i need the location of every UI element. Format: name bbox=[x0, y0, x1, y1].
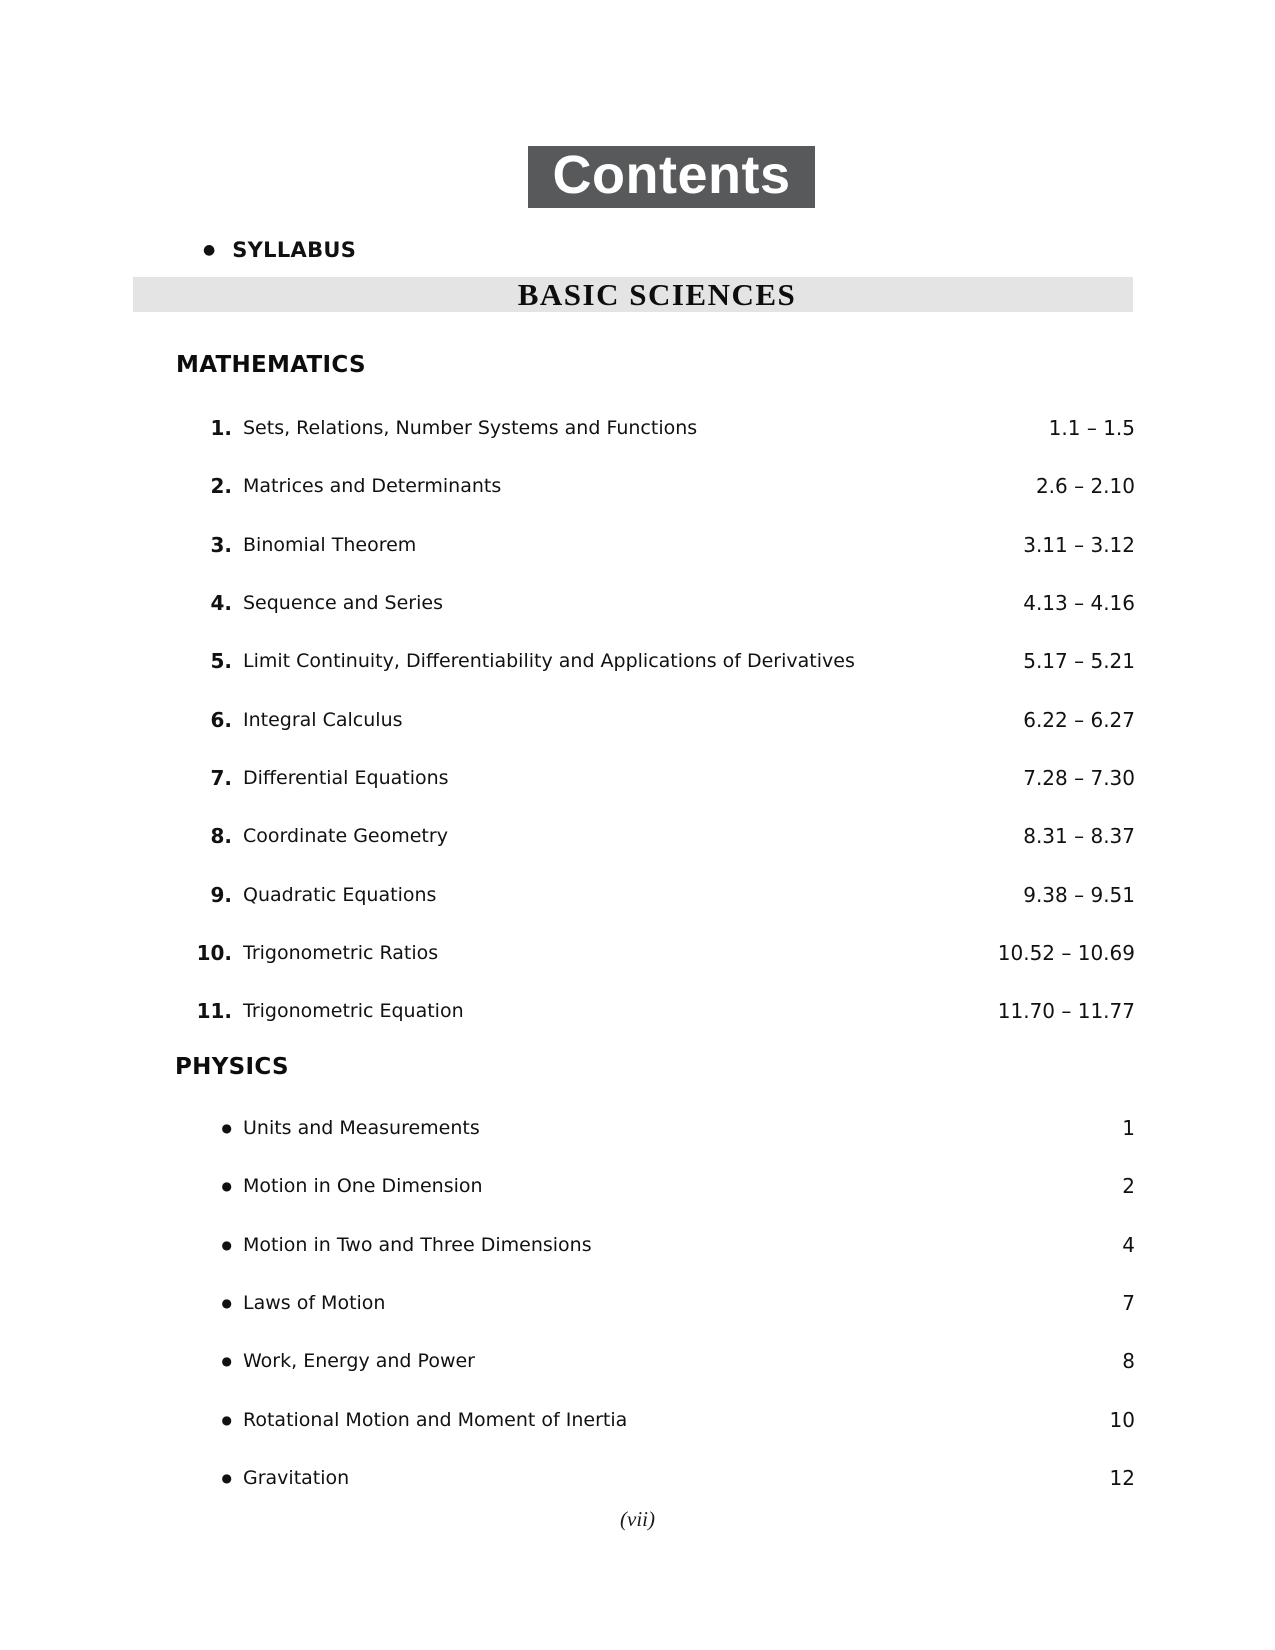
toc-entry-pages: 7.28 – 7.30 bbox=[1023, 765, 1135, 790]
toc-row bbox=[170, 1157, 1135, 1215]
bullet-icon: ● bbox=[221, 1412, 232, 1427]
toc-row bbox=[170, 1274, 1135, 1332]
toc-entry-number: 1. bbox=[210, 416, 232, 441]
toc-entry-pages: 2 bbox=[1122, 1174, 1135, 1199]
toc-entry-pages: 10.52 – 10.69 bbox=[997, 940, 1135, 965]
toc-row bbox=[170, 1099, 1135, 1157]
toc-entry-title: Gravitation bbox=[243, 1466, 350, 1489]
toc-entry-title: Trigonometric Equation bbox=[243, 1000, 464, 1023]
toc-entry-pages: 8.31 – 8.37 bbox=[1023, 824, 1135, 849]
toc-entry-pages: 10 bbox=[1109, 1407, 1135, 1432]
bullet-icon: ● bbox=[221, 1296, 232, 1311]
page-number-footer: (vii) bbox=[620, 1507, 655, 1531]
mathematics-heading: MATHEMATICS bbox=[176, 352, 366, 378]
toc-row bbox=[170, 924, 1135, 982]
toc-entry-pages: 6.22 – 6.27 bbox=[1023, 707, 1135, 732]
toc-entry-pages: 8 bbox=[1122, 1349, 1135, 1374]
toc-entry-title: Sequence and Series bbox=[243, 592, 443, 615]
toc-entry-number: 3. bbox=[210, 532, 232, 557]
toc-entry-title: Integral Calculus bbox=[243, 708, 403, 731]
contents-title-box bbox=[528, 146, 815, 208]
toc-row bbox=[170, 807, 1135, 865]
toc-entry-pages: 7 bbox=[1122, 1291, 1135, 1316]
toc-entry-title: Sets, Relations, Number Systems and Functions bbox=[243, 417, 698, 440]
toc-entry-title: Motion in Two and Three Dimensions bbox=[243, 1233, 592, 1256]
toc-entry-title: Coordinate Geometry bbox=[243, 825, 448, 848]
toc-row bbox=[170, 632, 1135, 690]
toc-entry-number: 10. bbox=[196, 940, 232, 965]
toc-entry-title: Binomial Theorem bbox=[243, 533, 417, 556]
syllabus-entry bbox=[203, 236, 356, 264]
toc-entry-number: 7. bbox=[210, 765, 232, 790]
toc-row bbox=[170, 1332, 1135, 1390]
toc-entry-pages: 11.70 – 11.77 bbox=[997, 999, 1135, 1024]
toc-entry-title: Trigonometric Ratios bbox=[243, 941, 439, 964]
basic-sciences-banner bbox=[133, 277, 1133, 312]
toc-entry-pages: 4.13 – 4.16 bbox=[1023, 591, 1135, 616]
page-title: Contents bbox=[552, 145, 791, 205]
toc-entry-pages: 1 bbox=[1122, 1116, 1135, 1141]
banner-title: BASIC SCIENCES bbox=[517, 277, 797, 312]
toc-entry-title: Units and Measurements bbox=[243, 1117, 480, 1140]
toc-entry-title: Limit Continuity, Differentiability and Applications of Derivatives bbox=[243, 650, 855, 673]
toc-entry-title: Quadratic Equations bbox=[243, 883, 437, 906]
toc-row bbox=[170, 690, 1135, 748]
toc-row bbox=[170, 1390, 1135, 1448]
toc-entry-title: Matrices and Determinants bbox=[243, 475, 502, 498]
bullet-icon: ● bbox=[221, 1354, 232, 1369]
toc-entry-number: 5. bbox=[210, 649, 232, 674]
toc-row bbox=[170, 574, 1135, 632]
toc-row bbox=[170, 457, 1135, 515]
toc-row bbox=[170, 399, 1135, 457]
toc-entry-number: 6. bbox=[210, 707, 232, 732]
bullet-icon: ● bbox=[221, 1237, 232, 1252]
toc-row bbox=[170, 516, 1135, 574]
toc-entry-number: 9. bbox=[210, 882, 232, 907]
toc-row bbox=[170, 865, 1135, 923]
bullet-icon: ● bbox=[221, 1121, 232, 1136]
toc-entry-title: Differential Equations bbox=[243, 766, 449, 789]
toc-entry-title: Motion in One Dimension bbox=[243, 1175, 483, 1198]
toc-entry-pages: 2.6 – 2.10 bbox=[1035, 474, 1135, 499]
toc-entry-pages: 5.17 – 5.21 bbox=[1023, 649, 1135, 674]
bullet-icon: ● bbox=[221, 1179, 232, 1194]
toc-entry-pages: 4 bbox=[1122, 1232, 1135, 1257]
physics-heading: PHYSICS bbox=[175, 1054, 289, 1080]
toc-entry-title: Work, Energy and Power bbox=[243, 1350, 475, 1373]
toc-entry-number: 8. bbox=[210, 824, 232, 849]
syllabus-label: SYLLABUS bbox=[232, 238, 357, 262]
toc-entry-pages: 12 bbox=[1109, 1465, 1135, 1490]
toc-entry-pages: 1.1 – 1.5 bbox=[1048, 416, 1135, 441]
toc-entry-number: 11. bbox=[196, 999, 232, 1024]
toc-entry-number: 2. bbox=[210, 474, 232, 499]
physics-toc-list bbox=[170, 1099, 1135, 1507]
toc-entry-number: 4. bbox=[210, 591, 232, 616]
toc-entry-pages: 3.11 – 3.12 bbox=[1023, 532, 1135, 557]
toc-row bbox=[170, 1449, 1135, 1507]
bullet-icon: ● bbox=[203, 242, 216, 258]
toc-entry-pages: 9.38 – 9.51 bbox=[1023, 882, 1135, 907]
toc-entry-title: Laws of Motion bbox=[243, 1292, 386, 1315]
toc-row bbox=[170, 982, 1135, 1040]
mathematics-toc-list bbox=[170, 399, 1135, 1040]
toc-row bbox=[170, 1216, 1135, 1274]
bullet-icon: ● bbox=[221, 1470, 232, 1485]
toc-row bbox=[170, 749, 1135, 807]
toc-entry-title: Rotational Motion and Moment of Inertia bbox=[243, 1408, 628, 1431]
